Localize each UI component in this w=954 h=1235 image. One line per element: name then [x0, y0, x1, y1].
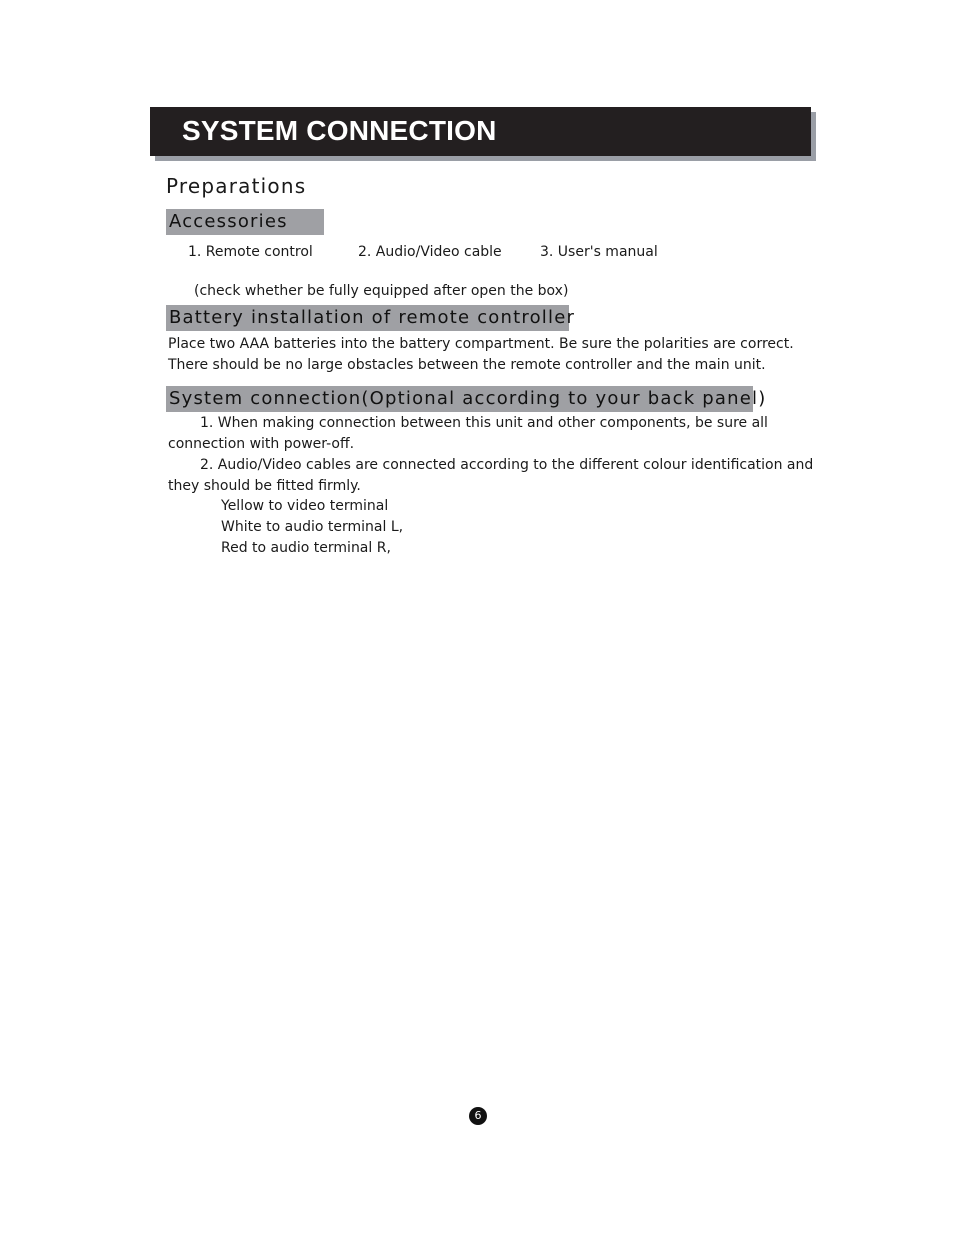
system-line-yellow: Yellow to video terminal [221, 498, 389, 514]
system-heading: System connection(Optional according to your back panel) [169, 388, 767, 409]
title-bar [150, 107, 811, 156]
battery-line-1: Place two AAA batteries into the battery compartment. Be sure the polarities are correct. [168, 336, 794, 352]
system-band [166, 386, 767, 412]
accessories-heading: Accessories [169, 211, 288, 232]
system-line-red: Red to audio terminal R, [221, 540, 391, 556]
battery-heading: Battery installation of remote controller [169, 307, 576, 328]
page-title: SYSTEM CONNECTION [182, 115, 497, 146]
accessories-band [166, 209, 324, 235]
accessory-item-manual: 3. User's manual [540, 244, 658, 260]
accessory-item-remote: 1. Remote control [188, 244, 313, 260]
system-line-4: they should be fitted firmly. [168, 478, 361, 494]
battery-band [166, 305, 576, 331]
battery-line-2: There should be no large obstacles between the remote controller and the main unit. [168, 357, 766, 373]
accessory-item-cable: 2. Audio/Video cable [358, 244, 502, 260]
page-number-badge: 6 [469, 1107, 487, 1125]
system-line-1: 1. When making connection between this unit and other components, be sure all [200, 415, 768, 431]
preparations-heading: Preparations [166, 174, 307, 198]
accessories-note: (check whether be fully equipped after open the box) [194, 283, 569, 299]
system-line-3: 2. Audio/Video cables are connected according to the different colour identification and [200, 457, 814, 473]
system-line-2: connection with power-off. [168, 436, 355, 452]
system-line-white: White to audio terminal L, [221, 519, 404, 535]
